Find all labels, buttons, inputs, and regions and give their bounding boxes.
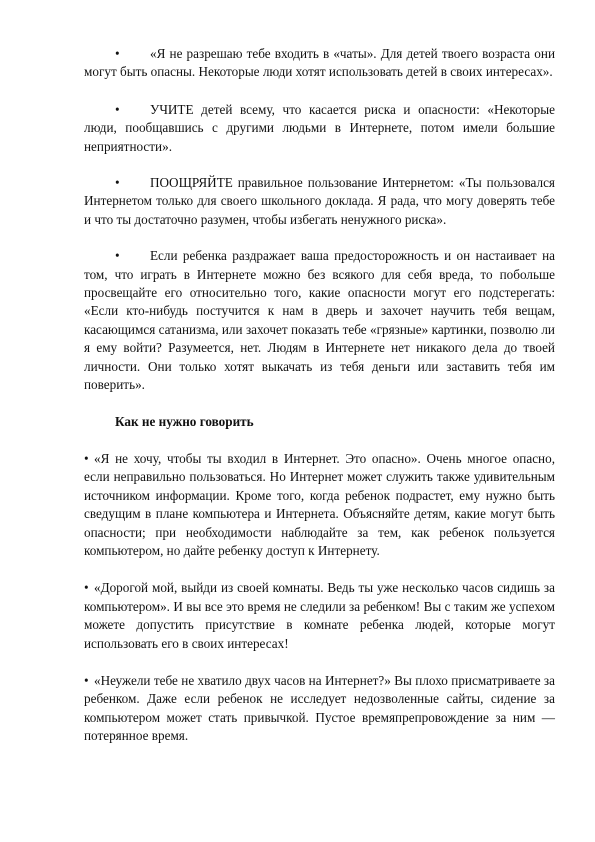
- paragraph-encourage: [84, 174, 555, 229]
- paragraph-leave-room: [84, 579, 555, 653]
- paragraph-teach: [84, 101, 555, 156]
- paragraph-two-hours: [84, 672, 555, 746]
- document-page: [84, 45, 555, 746]
- section-heading: Как не нужно говорить: [115, 413, 254, 429]
- paragraph-text: Если ребенка раздражает ваша предосторожность и он настаивает на том, что играть в Интернете можно без всякого для себя вреда, то побольше просвещайте его относительно того, какие опасности могут его подстерегать: «Если кто-нибудь постучится к нам в дверь и захочет научить тебя вещам, касающимся сатанизма, или захочет показать тебе «грязные» картинки, позволю ли я ему войти? Разумеется, нет. Людям в Интернете нет никакого дела до твоей личности. Они только хотят выкачать из тебя деньги или заставить тебя им поверить».: [84, 248, 555, 393]
- bullet: •: [84, 580, 89, 596]
- bullet: •: [115, 46, 120, 61]
- bullet: •: [115, 101, 120, 117]
- paragraph-text: УЧИТЕ детей всему, что касается риска и опасности: «Некоторые люди, пообщавшись с другими людьми в Интернете, потом имели большие неприятности».: [84, 101, 555, 154]
- paragraph-text: «Дорогой мой, выйди из своей комнаты. Ведь ты уже несколько часов сидишь за компьютером». И вы все это время не следили за ребенком! Вы с таким же успехом можете допустить присутствие в комнате ребенка людей, которые могут использовать его в своих интересах!: [84, 580, 555, 651]
- paragraph-text: «Я не разрешаю тебе входить в «чаты». Для детей твоего возраста они могут быть опасны. Некоторые люди хотят использовать детей в своих интересах».: [84, 46, 555, 80]
- bullet: •: [115, 248, 120, 264]
- paragraph-text: ПООЩРЯЙТЕ правильное пользование Интернетом: «Ты пользовался Интернетом только для своего школьного доклада. Я рада, что могу доверять тебе и что ты достаточно разумен, чтобы избегать ненужного риска».: [84, 175, 555, 227]
- bullet: •: [115, 175, 120, 191]
- bullet: •: [84, 450, 89, 466]
- paragraph-irritation: [84, 247, 555, 394]
- paragraph-dont-want: [84, 450, 555, 560]
- paragraph-text: «Я не хочу, чтобы ты входил в Интернет. Это опасно». Очень многое опасно, если неправильно пользоваться. Но Интернет может служить также удивительным источником информации. Кроме того, когда ребенок подрастет, ему нужно быть сведущим в плане компьютера и Интернета. Объясняйте детям, какие могут быть опасности; при необходимости наблюдайте за тем, как ребенок пользуется компьютером, но дайте ребенку доступ к Интернету.: [84, 450, 555, 558]
- paragraph-text: «Неужели тебе не хватило двух часов на Интернет?» Вы плохо присматриваете за ребенком. Даже если ребенок не исследует недозволенные сайты, сидение за компьютером может стать привычкой. Пустое времяпрепровождение за ним — потерянное время.: [84, 672, 555, 744]
- paragraph-chats: [84, 45, 555, 82]
- bullet: •: [84, 672, 89, 688]
